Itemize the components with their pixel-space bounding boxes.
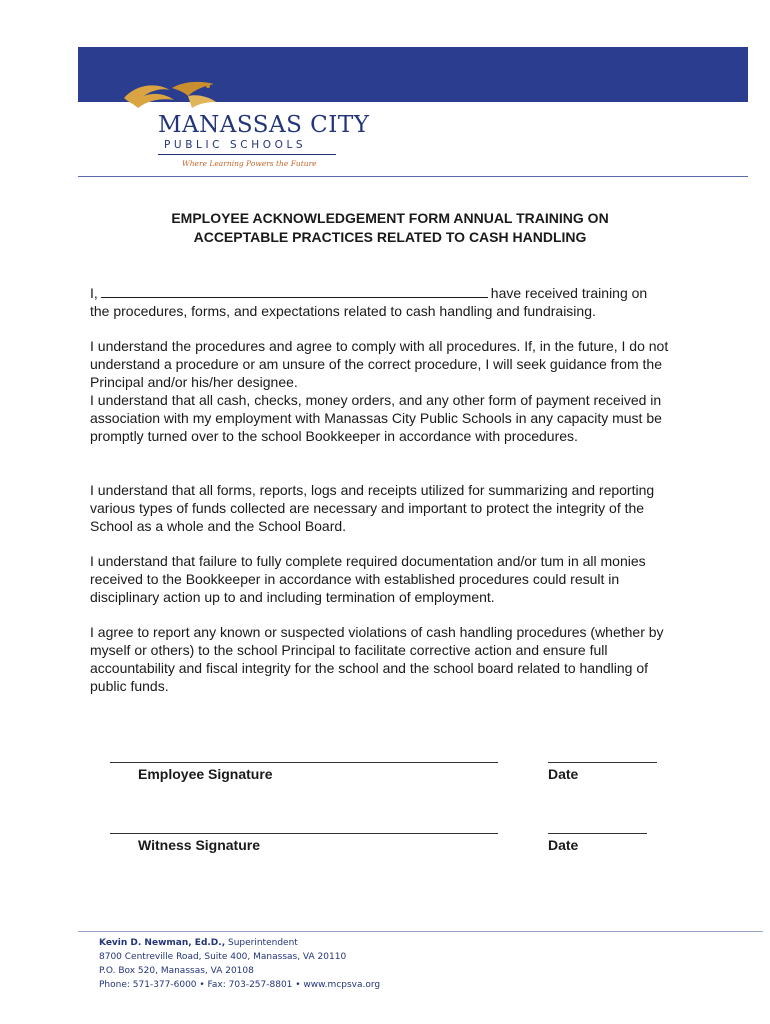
contact-info: Phone: 571-377-6000 • Fax: 703-257-8801 • www.mcpsva.org — [99, 980, 381, 990]
witness-signature-line[interactable] — [110, 833, 498, 834]
employee-date-line[interactable] — [548, 762, 657, 763]
employee-signature-label: Employee Signature — [138, 766, 273, 782]
forms-paragraph: I understand that all forms, reports, logs and receipts utilized for summarizing and reporting various types of funds collected are necessary and important to protect the integrity of the School as a whole and the School Board. — [90, 482, 655, 534]
employee-signature-line[interactable] — [110, 762, 498, 763]
witness-date-line[interactable] — [548, 833, 647, 834]
employee-name-field[interactable] — [101, 286, 488, 298]
superintendent-name: Kevin D. Newman, Ed.D., — [99, 938, 226, 948]
form-title-line1: EMPLOYEE ACKNOWLEDGEMENT FORM ANNUAL TRAINING ON — [171, 210, 609, 226]
documentation-paragraph: I understand that failure to fully complete required documentation and/or tum in all monies received to the Bookkeeper in accordance with established procedures could result in disciplinary action up to and including termination of employment. — [90, 553, 646, 605]
intro-paragraph — [90, 284, 686, 320]
reporting-paragraph: I agree to report any known or suspected violations of cash handling procedures (whether by myself or others) to the school Principal to facilitate corrective action and ensure full accountability and fiscal integrity for the school and the school board related to handling of public funds. — [90, 624, 664, 694]
form-title-line2: ACCEPTABLE PRACTICES RELATED TO CASH HANDLING — [193, 229, 587, 245]
brand-subtitle: PUBLIC SCHOOLS — [164, 139, 307, 151]
employee-date-label: Date — [548, 766, 579, 782]
po-box-address: P.O. Box 520, Manassas, VA 20108 — [99, 966, 254, 976]
header-divider — [78, 176, 748, 177]
footer-divider — [78, 931, 763, 932]
brand-tagline: Where Learning Powers the Future — [182, 159, 317, 168]
procedures-paragraph — [90, 337, 686, 445]
payments-text: I understand that all cash, checks, money orders, and any other form of payment received in association with my employment with Manassas City Public Schools in any capacity must be promptly turned over to the school Bookkeeper in accordance with procedures. — [90, 392, 662, 444]
district-logo — [118, 80, 370, 172]
logo-divider — [158, 154, 336, 155]
footer-contact — [99, 936, 380, 992]
superintendent-role: Superintendent — [225, 938, 298, 948]
intro-suffix: have received training on — [490, 285, 648, 301]
witness-date-label: Date — [548, 837, 579, 853]
witness-signature-label: Witness Signature — [138, 837, 261, 853]
intro-prefix: I, — [90, 285, 98, 301]
street-address: 8700 Centreville Road, Suite 400, Manassas, VA 20110 — [99, 952, 347, 962]
form-title — [90, 209, 690, 247]
procedures-text: I understand the procedures and agree to comply with all procedures. If, in the future, I do not understand a procedure or am unsure of the correct procedure, I will seek guidance from the Principal and/or his/her designee. — [90, 338, 669, 390]
intro-continuation: the procedures, forms, and expectations related to cash handling and fundraising. — [90, 303, 596, 319]
brand-name: MANASSAS CITY — [158, 112, 370, 138]
